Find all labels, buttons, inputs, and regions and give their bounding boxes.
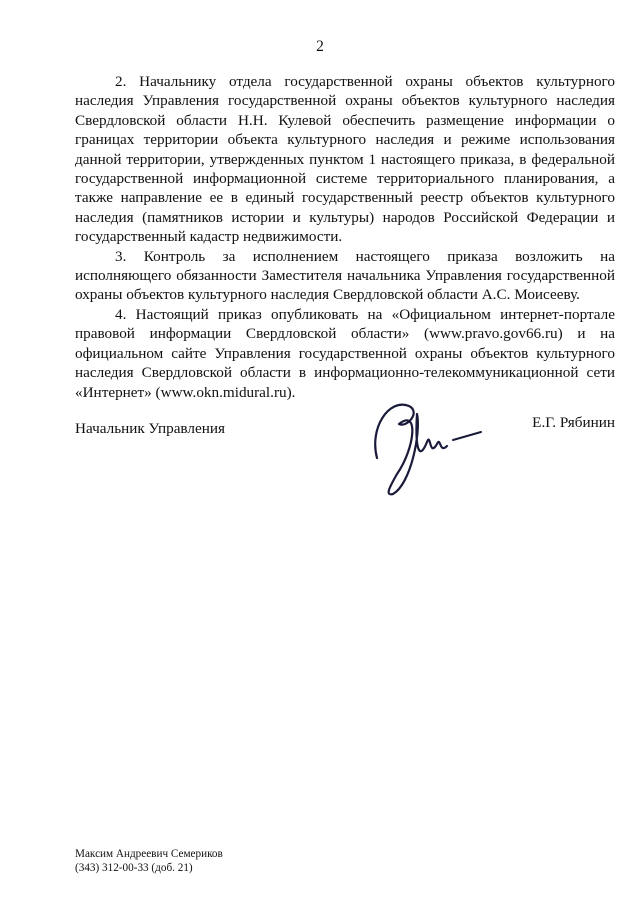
handwritten-signature <box>359 388 489 508</box>
page-number: 2 <box>316 38 324 55</box>
executor-info <box>75 848 223 875</box>
signatory-title: Начальник Управления <box>75 420 225 437</box>
paragraph-3: 3. Контроль за исполнением настоящего приказа возложить на исполняющего обязанности Заместителя начальника Управления государственной охраны объектов культурного наследия Свердловской области А.С. Моисееву. <box>75 247 615 304</box>
executor-phone: (343) 312-00-33 (доб. 21) <box>75 861 193 874</box>
executor-name: Максим Андреевич Семериков <box>75 848 223 860</box>
document-body <box>75 72 615 402</box>
paragraph-4: 4. Настоящий приказ опубликовать на «Официальном интернет-портале правовой информации Свердловской области» (www.pravo.gov66.ru) и на официальном сайте Управления государственной охраны объектов культурного наследия Свердловской области в информационно-телекоммуникационной сети «Интернет» (www.okn.midural.ru). <box>75 305 615 401</box>
paragraph-2: 2. Начальнику отдела государственной охраны объектов культурного наследия Управления государственной охраны объектов культурного наследия Свердловской области Н.Н. Кулевой обеспечить размещение информации о границах территории объекта культурного наследия и режиме использования данной территории, утвержденных пунктом 1 настоящего приказа, в федеральной государственной информационной системе территориального планирования, а также направление ее в единый государственный реестр объектов культурного наследия (памятников истории и культуры) народов Российской Федерации и государственный кадастр недвижимости. <box>75 73 615 246</box>
signatory-name: Е.Г. Рябинин <box>532 414 615 431</box>
signature-block <box>75 414 615 514</box>
